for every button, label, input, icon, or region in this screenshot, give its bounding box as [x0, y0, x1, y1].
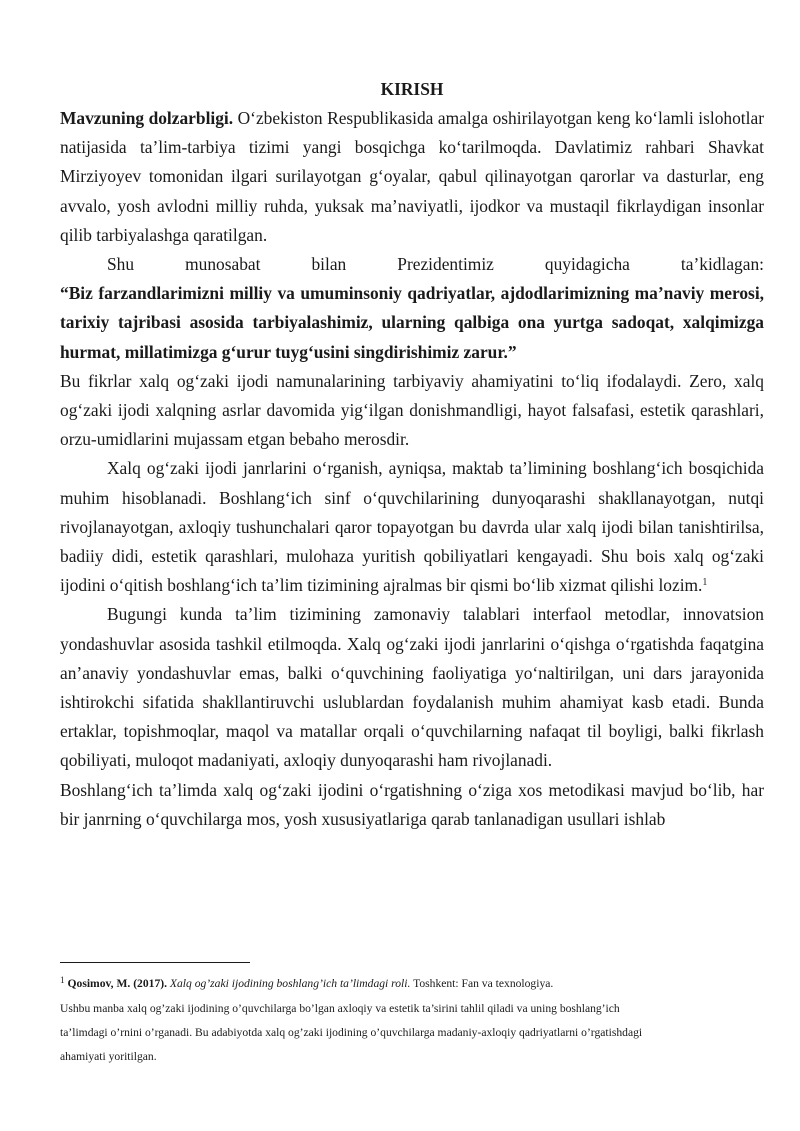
president-quote: “Biz farzandlarimizni milliy va umuminsoniy qadriyatlar, ajdodlarimizning ma’naviy merosi, tarixiy tajribasi asosida tarbiyalashimiz, ularning qalbiga ona yurtga sadoqat, xalqimizga hurmat, millatimizga g‘urur tuyg‘usini singdirishimiz zarur.” [60, 283, 764, 362]
paragraph-commentary: Bu fikrlar xalq og‘zaki ijodi namunalarining tarbiyaviy ahamiyatini to‘liq ifodalaydi. Zero, xalq og‘zaki ijodi xalqning asrlar davomida yig‘ilgan donishmandligi, hayot falsafasi, estetik qarashlari, orzu-umidlarini mujassam etgan bebaho merosdir. [60, 370, 764, 450]
footnote-reference[interactable]: 1 [702, 577, 708, 589]
footnote-title: Xalq og’zaki ijodining boshlang’ich ta’limdagi roli. [169, 977, 411, 990]
footnote-author: Qosimov, M. (2017). [67, 977, 168, 990]
footnote-note-line: ta’limdagi o’rnini o’rganadi. Bu adabiyotda xalq og’zaki ijodining o’quvchilarga madaniy-axloqiy qadriyatlarni o’rgatishdagi [60, 1026, 643, 1039]
footnote-area [60, 967, 764, 1069]
paragraph-methodology: Boshlang‘ich ta’limda xalq og‘zaki ijodini o‘rgatishning o‘ziga xos metodikasi mavjud bo‘lib, har bir janrning o‘quvchilarga mos, yosh xususiyatlariga qarab tanlanadigan usullari ishlab [60, 779, 764, 829]
document-page [60, 74, 764, 834]
paragraph-text: Xalq og‘zaki ijodi janrlarini o‘rganish, ayniqsa, maktab ta’limining boshlang‘ich bosqichida muhim hisoblanadi. Boshlang‘ich sinf o‘quvchilarining dunyoqarashi shakllanayotgan, nutqi rivojlanayotgan, axloqiy tushunchalari qaror topayotgan bu davrda ular xalq ijodi bilan tanishtirilsa, badiiy didi, estetik qarashlari, mulohaza yuritish qobiliyatlari kengayadi. Shu bois xalq og‘zaki ijodini o‘qitish boshlang‘ich ta’lim tizimining ajralmas bir qismi bo‘lib xizmat qilishi lozim. [60, 458, 764, 596]
footnote-number: 1 [60, 975, 65, 985]
paragraph-intro: Shu munosabat bilan Prezidentimiz quyidagicha ta’kidlagan: [107, 254, 764, 275]
footnote-note-line: Ushbu manba xalq og’zaki ijodining o’quvchilarga bo’lgan axloqiy va estetik ta’sirini tahlil qiladi va uning boshlang’ich [60, 1002, 620, 1015]
paragraph-text: O‘zbekiston Respublikasida amalga oshirilayotgan keng ko‘lamli islohotlar natijasida ta’lim-tarbiya tizimi yangi bosqichga ko‘tarilmoqda. Davlatimiz rahbari Shavkat Mirziyoyev tomonidan ilgari surilayotgan g‘oyalar, qabul qilinayotgan qarorlar va dasturlar, eng avvalo, yosh avlodni milliy ruhda, yuksak ma’naviyatli, ijodkor va mustaqil fikrlaydigan insonlar qilib tarbiyalashga qaratilgan. [60, 108, 764, 245]
paragraph-relevance [60, 104, 764, 250]
footnote-citation [60, 967, 764, 997]
footnote-divider [60, 962, 250, 963]
section-heading: KIRISH [380, 79, 444, 99]
paragraph-folklore-study [60, 454, 764, 600]
paragraph-lead: Mavzuning dolzarbligi. [60, 108, 234, 128]
paragraph-modern-methods: Bugungi kunda ta’lim tizimining zamonaviy talablari interfaol metodlar, innovatsion yondashuvlar asosida tashkil etilmoqda. Xalq og‘zaki ijodi janrlarini o‘qishga o‘rgatishda faqatgina an’anaviy yondashuvlar emas, balki o‘quvchining faoliyatiga yo‘naltirilgan, uni dars jarayonida ishtirokchi sifatida shakllantiruvchi uslublardan foydalanish muhim ahamiyat kasb etadi. Bunda ertaklar, topishmoqlar, maqol va matallar orqali o‘quvchilarning nafaqat til boyligi, balki fikrlash qobiliyati, muloqot madaniyati, axloqiy dunyoqarashi ham rivojlanadi. [60, 604, 764, 771]
footnote-note-line: ahamiyati yoritilgan. [60, 1050, 157, 1063]
footnote-publisher: Toshkent: Fan va texnologiya. [410, 977, 554, 990]
